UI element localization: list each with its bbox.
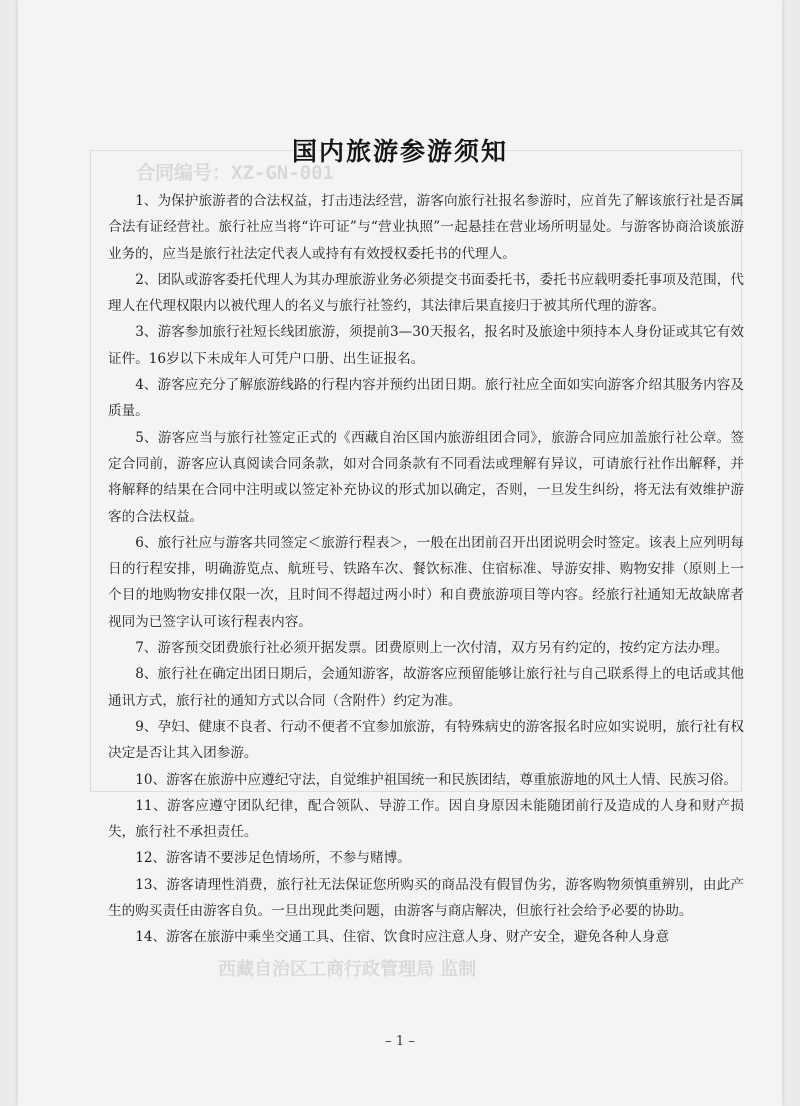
clause-9: 9、孕妇、健康不良者、行动不便者不宜参加旅游，有特殊病史的游客报名时应如实说明，旅行社有权决定是否让其入团参游。 bbox=[108, 718, 744, 762]
clause-11: 11、游客应遵守团队纪律，配合领队、导游工作。因自身原因未能随团前行及造成的人身和财产损失，旅行社不承担责任。 bbox=[108, 797, 744, 841]
clause-14: 14、游客在旅游中乘坐交通工具、住宿、饮食时应注意人身、财产安全，避免各种人身意 bbox=[135, 929, 670, 946]
clause-8: 8、旅行社在确定出团日期后，会通知游客，故游客应预留能够让旅行社与自己联系得上的电话或其他通讯方式，旅行社的通知方式以合同（含附件）约定为准。 bbox=[108, 666, 744, 709]
clause-3: 3、游客参加旅行社短长线团旅游，须提前3—30天报名，报名时及旅途中须持本人身份证或其它有效证件。16岁以下未成年人可凭户口册、出生证报名。 bbox=[108, 324, 744, 367]
document-body bbox=[108, 188, 744, 951]
clause-4: 4、游客应充分了解旅游线路的行程内容并预约出团日期。旅行社应全面如实向游客介绍其服务内容及质量。 bbox=[108, 377, 744, 420]
clause-13: 13、游客请理性消费，旅行社无法保证您所购买的商品没有假冒伪劣，游客购物须慎重辨别，由此产生的购买责任由游客自负。一旦出现此类问题，由游客与商店解决，但旅行社会给予必要的协助。 bbox=[108, 876, 744, 920]
page-number: – 1 – bbox=[385, 1034, 415, 1049]
clause-5: 5、游客应当与旅行社签定正式的《西藏自治区国内旅游组团合同》，旅游合同应加盖旅行社公章。签定合同前，游客应认真阅读合同条款，如对合同条款有不同看法或理解有异议，可请旅行社作出解释，并将解释的结果在合同中注明或以签定补充协议的形式加以确定，否则，一旦发生纠纷，将无法有效维护游客的合法权益。 bbox=[108, 429, 744, 525]
clause-6: 6、旅行社应与游客共同签定＜旅游行程表＞，一般在出团前召开出团说明会时签定。该表上应列明每日的行程安排，明确游览点、航班号、铁路车次、餐饮标准、住宿标准、导游安排、购物安排（原则上一个目的地购物安排仅限一次，且时间不得超过两小时）和自费旅游项目等内容。经旅行社通知无故缺席者视同为已签字认可该行程表内容。 bbox=[108, 534, 744, 630]
clause-1: 1、为保护旅游者的合法权益，打击违法经营，游客向旅行社报名参游时，应首先了解该旅行社是否属合法有证经营社。旅行社应当将“许可证”与“营业执照”一起悬挂在营业场所明显处。与游客协商洽谈旅游业务的，应当是旅行社法定代表人或持有有效授权委托书的代理人。 bbox=[108, 193, 744, 262]
clause-2: 2、团队或游客委托代理人为其办理旅游业务必须提交书面委托书，委托书应载明委托事项及范围，代理人在代理权限内以被代理人的名义与旅行社签约，其法律后果直接归于被其所代理的游客。 bbox=[108, 271, 744, 315]
clause-10: 10、游客在旅游中应遵纪守法，自觉维护祖国统一和民族团结，尊重旅游地的风土人情、民族习俗。 bbox=[135, 771, 738, 788]
show-through-issuer: 西藏自治区工商行政管理局 监制 bbox=[218, 959, 477, 980]
show-through-contract-number: 合同编号：XZ-GN-001 bbox=[136, 162, 334, 184]
clause-12: 12、游客请不要涉足色情场所，不参与赌博。 bbox=[135, 850, 411, 867]
document-title: 国内旅游参游须知 bbox=[291, 137, 508, 166]
clause-7: 7、游客预交团费旅行社必须开据发票。团费原则上一次付清，双方另有约定的，按约定方法办理。 bbox=[135, 640, 729, 657]
